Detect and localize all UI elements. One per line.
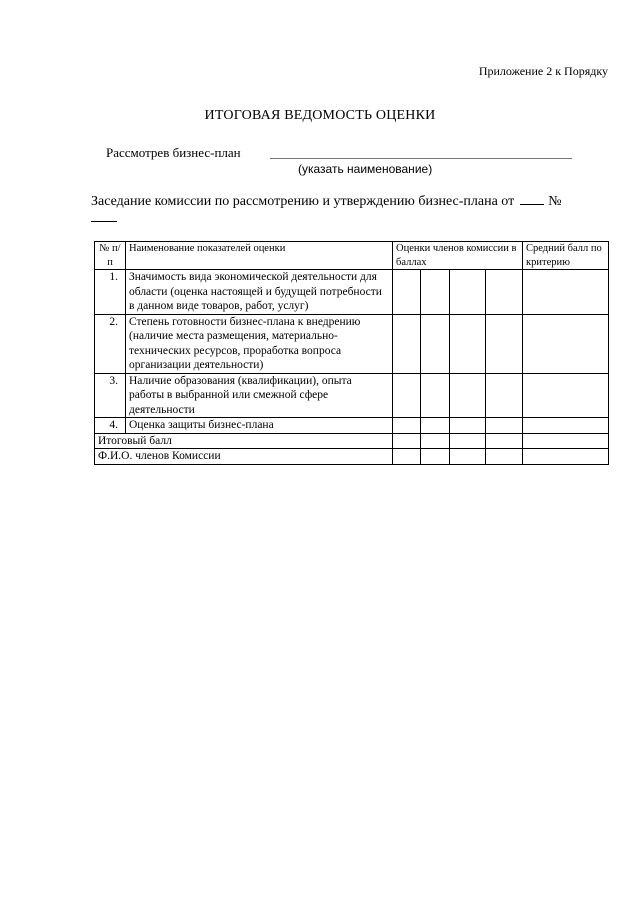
- row-number: 1.: [95, 270, 126, 315]
- table-row: [95, 373, 609, 418]
- score-cell[interactable]: [486, 433, 523, 449]
- appendix-note: Приложение 2 к Порядку: [478, 64, 608, 78]
- average-cell[interactable]: [523, 373, 609, 418]
- score-cell[interactable]: [421, 373, 450, 418]
- header-average-score: Средний балл по критерию: [523, 242, 609, 270]
- score-cell[interactable]: [421, 270, 450, 315]
- document-title: ИТОГОВАЯ ВЕДОМОСТЬ ОЦЕНКИ: [204, 108, 436, 123]
- commission-members-label: Ф.И.О. членов Комиссии: [95, 449, 393, 465]
- criterion-name: Значимость вида экономической деятельности для области (оценка настоящей и будущей потребности в данном виде товаров, работ, услуг): [126, 270, 393, 315]
- business-plan-name-field[interactable]: [270, 158, 572, 159]
- table-header-row: [95, 242, 609, 270]
- meeting-number-field[interactable]: [91, 208, 117, 222]
- average-cell[interactable]: [523, 418, 609, 434]
- average-cell[interactable]: [523, 433, 609, 449]
- score-cell[interactable]: [486, 418, 523, 434]
- score-cell[interactable]: [450, 270, 486, 315]
- score-cell[interactable]: [421, 433, 450, 449]
- reviewed-business-plan-label: Рассмотрев бизнес-план: [106, 145, 241, 160]
- total-row: [95, 433, 609, 449]
- criterion-name: Степень готовности бизнес-плана к внедрению (наличие места размещения, материально-технических ресурсов, проработка вопроса организации деятельности): [126, 314, 393, 373]
- commission-meeting-text: Заседание комиссии по рассмотрению и утверждению бизнес-плана от: [91, 194, 515, 209]
- header-criterion-name: Наименование показателей оценки: [126, 242, 393, 270]
- business-plan-name-hint: (указать наименование): [298, 162, 433, 176]
- score-cell[interactable]: [450, 433, 486, 449]
- criterion-name: Оценка защиты бизнес-плана: [126, 418, 393, 434]
- score-cell[interactable]: [393, 270, 421, 315]
- row-number: 3.: [95, 373, 126, 418]
- score-cell[interactable]: [450, 373, 486, 418]
- score-cell[interactable]: [421, 418, 450, 434]
- average-cell[interactable]: [523, 270, 609, 315]
- meeting-number-sign: №: [548, 194, 562, 209]
- evaluation-table: [94, 241, 609, 465]
- score-cell[interactable]: [421, 314, 450, 373]
- table-row: [95, 270, 609, 315]
- average-cell[interactable]: [523, 314, 609, 373]
- score-cell[interactable]: [486, 314, 523, 373]
- members-row: [95, 449, 609, 465]
- header-member-scores: Оценки членов комиссии в баллах: [393, 242, 523, 270]
- score-cell[interactable]: [393, 433, 421, 449]
- score-cell[interactable]: [393, 314, 421, 373]
- member-name-cell[interactable]: [486, 449, 523, 465]
- total-score-label: Итоговый балл: [95, 433, 393, 449]
- table-row: [95, 314, 609, 373]
- member-name-cell[interactable]: [421, 449, 450, 465]
- member-name-cell[interactable]: [393, 449, 421, 465]
- row-number: 4.: [95, 418, 126, 434]
- meeting-date-field[interactable]: [520, 192, 544, 205]
- score-cell[interactable]: [450, 418, 486, 434]
- criterion-name: Наличие образования (квалификации), опыта работы в выбранной или смежной сфере деятельности: [126, 373, 393, 418]
- score-cell[interactable]: [486, 373, 523, 418]
- score-cell[interactable]: [393, 418, 421, 434]
- header-num: № п/п: [95, 242, 126, 270]
- score-cell[interactable]: [486, 270, 523, 315]
- score-cell[interactable]: [393, 373, 421, 418]
- commission-meeting-line: [91, 192, 562, 210]
- average-cell[interactable]: [523, 449, 609, 465]
- member-name-cell[interactable]: [450, 449, 486, 465]
- row-number: 2.: [95, 314, 126, 373]
- table-row: [95, 418, 609, 434]
- score-cell[interactable]: [450, 314, 486, 373]
